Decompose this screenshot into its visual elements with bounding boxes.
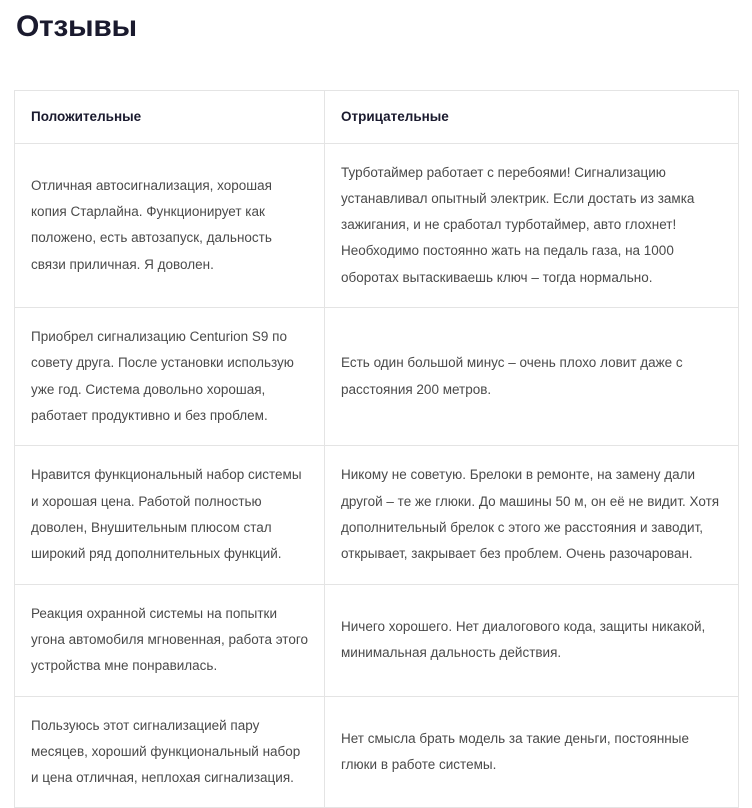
positive-review-cell: Нравится функциональный набор системы и хорошая цена. Работой полностью доволен, Внушительным плюсом стал широкий ряд дополнительных функций.	[15, 446, 325, 584]
table-row	[15, 143, 739, 308]
positive-review-cell: Пользуюсь этот сигнализацией пару месяцев, хороший функциональный набор и цена отличная, неплохая сигнализация.	[15, 696, 325, 808]
table-header-row	[15, 90, 739, 143]
negative-review-cell: Нет смысла брать модель за такие деньги, постоянные глюки в работе системы.	[325, 696, 739, 808]
page-title: Отзывы	[14, 8, 738, 46]
reviews-table-wrapper	[14, 90, 738, 808]
column-header-positive: Положительные	[15, 90, 325, 143]
column-header-negative: Отрицательные	[325, 90, 739, 143]
table-row	[15, 584, 739, 696]
table-row	[15, 696, 739, 808]
negative-review-cell: Есть один большой минус – очень плохо ловит даже с расстояния 200 метров.	[325, 308, 739, 446]
table-body	[15, 143, 739, 808]
table-header	[15, 90, 739, 143]
positive-review-cell: Реакция охранной системы на попытки угона автомобиля мгновенная, работа этого устройства мне понравилась.	[15, 584, 325, 696]
negative-review-cell: Ничего хорошего. Нет диалогового кода, защиты никакой, минимальная дальность действия.	[325, 584, 739, 696]
negative-review-cell: Никому не советую. Брелоки в ремонте, на замену дали другой – те же глюки. До машины 50 м, он её не видит. Хотя дополнительный брелок с этого же расстояния и заводит, открывает, закрывает без проблем. Очень разочарован.	[325, 446, 739, 584]
table-row	[15, 308, 739, 446]
negative-review-cell: Турботаймер работает с перебоями! Сигнализацию устанавливал опытный электрик. Если достать из замка зажигания, и не сработал турботаймер, авто глохнет! Необходимо постоянно жать на педаль газа, на 1000 оборотах вытаскиваешь ключ – тогда нормально.	[325, 143, 739, 308]
reviews-page	[0, 8, 752, 808]
positive-review-cell: Приобрел сигнализацию Centurion S9 по совету друга. После установки использую уже год. Система довольно хорошая, работает продуктивно и без проблем.	[15, 308, 325, 446]
reviews-table	[14, 90, 739, 808]
positive-review-cell: Отличная автосигнализация, хорошая копия Старлайна. Функционирует как положено, есть автозапуск, дальность связи приличная. Я доволен.	[15, 143, 325, 308]
table-row	[15, 446, 739, 584]
